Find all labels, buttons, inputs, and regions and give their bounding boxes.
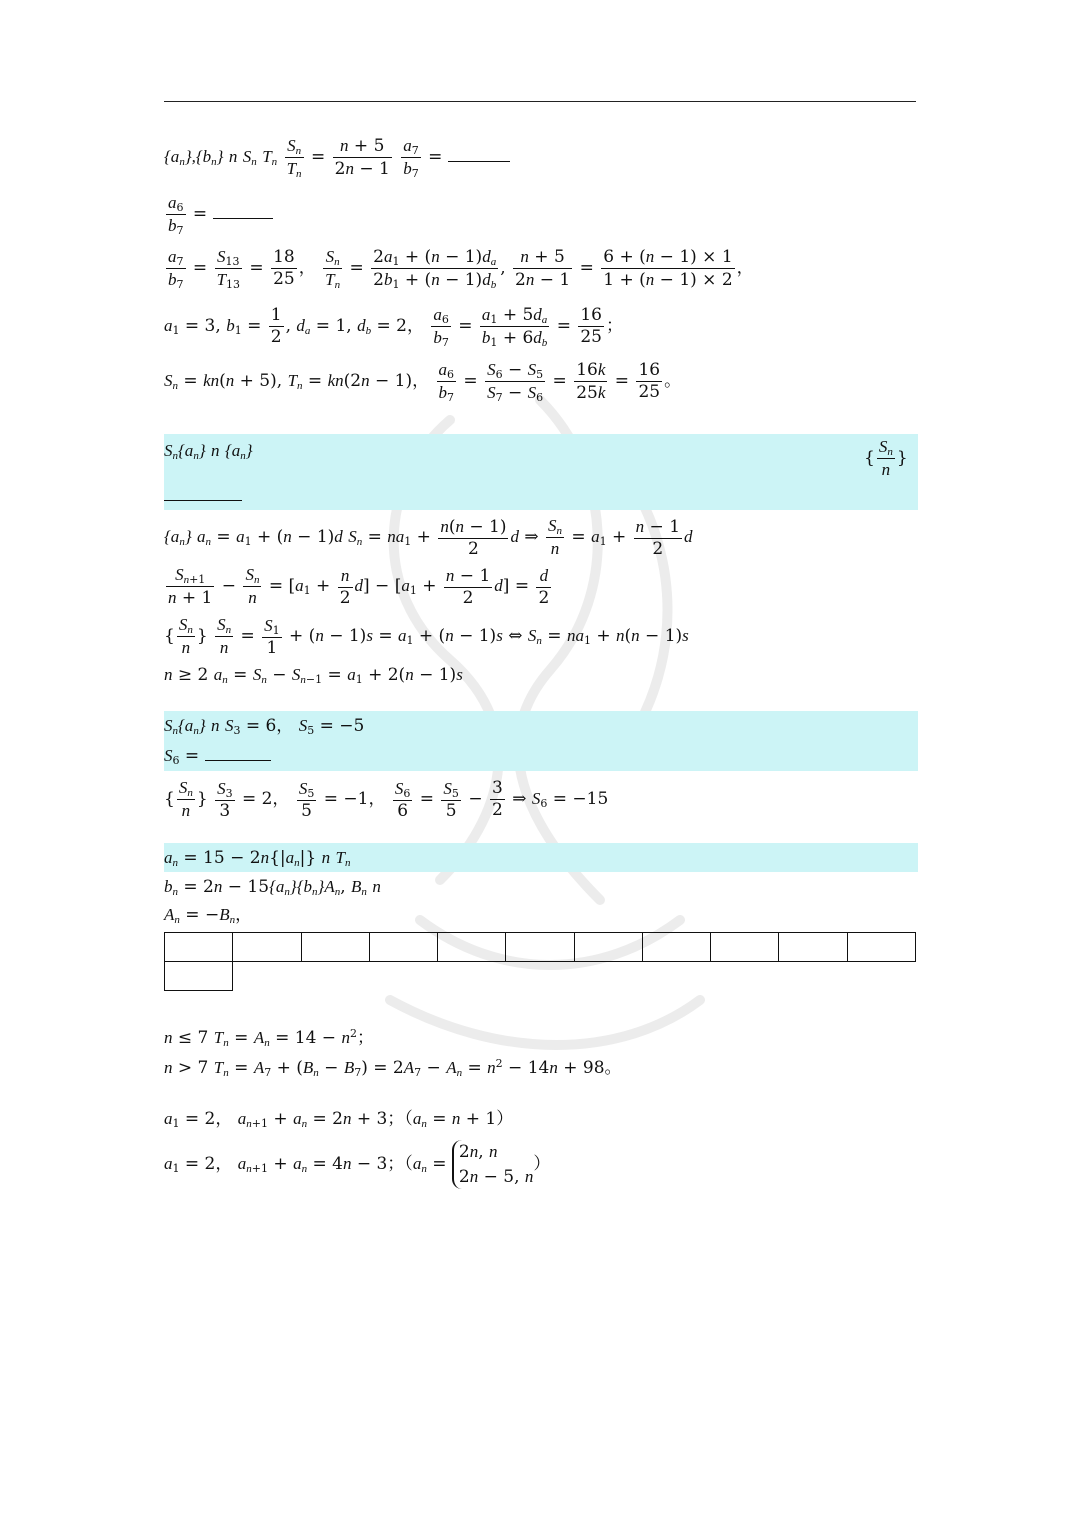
table-row bbox=[165, 933, 916, 962]
table-cell bbox=[574, 933, 642, 962]
answer-blank bbox=[164, 500, 242, 501]
q3-method2: $S_n = kn(n + 5)$, $T_n = kn(2n - 1)$， $\frac{a_6}{b_7}$ = $\frac{S_6 - S_5}{S_7 - S_6}$ = $\frac{16k}{25k}$ = $\frac{16}{25}$ 。 bbox=[164, 360, 682, 404]
table-cell bbox=[506, 933, 574, 962]
q4-solution-2: $\frac{S_{n+1}}{n + 1}$ − $\frac{S_n}{n}$ = [$a_1$ + $\frac{n}{2}$ $d] - [a_1$ + $\frac{n - 1}{2}$ d] = $\frac{d}{2}$ bbox=[168, 565, 550, 608]
q3-solution: $\frac{a_7}{b_7}$ = $\frac{S_{13}}{T_{13}}$ = $\frac{18}{25}$ ， $\frac{S_n}{T_n}$ = $\frac{2a_1 + (n - 1)d_a}{2b_1 + (n - 1)d_b}$ , $\frac{n + 5}{2n - 1}$ = $\frac{6 + (n - 1) \times 1}{1 + (n - 1) \times 2}$ ， bbox=[168, 247, 754, 291]
q3-method1: $a_1 = 3$, $b_1$ = $\frac{1}{2}$ , $d_a = 1$, $d_b = 2$， $\frac{a_6}{b_7}$ = $\frac{a_1 + 5d_a}{b_1 + 6d_b}$ = $\frac{16}{25}$ ； bbox=[164, 305, 623, 349]
table-cell bbox=[779, 933, 847, 962]
q4-sn-over-n: { $\frac{S_n}{n}$ } bbox=[864, 437, 908, 479]
table-cell bbox=[642, 933, 710, 962]
q7-line1: $a_1 = 2$， $a_{n+1} + a_n = 2n + 3$；$(a_n = n + 1)$ bbox=[164, 1109, 514, 1130]
table-cell bbox=[369, 933, 437, 962]
q4-solution-1: $\{a_n\} a_n = a_1 + (n - 1)d$ $S_n = na_1$ + $\frac{n(n - 1)}{2}$ d ⇒ $\frac{S_n}{n}$ = $a_1$ + $\frac{n - 1}{2}$ d bbox=[164, 516, 693, 559]
q6-case1: n ≤ 7 $T_n = A_n = 14 - n^2$； bbox=[164, 1027, 374, 1049]
table-cell bbox=[165, 962, 233, 991]
table-cell bbox=[165, 933, 233, 962]
table-cell bbox=[438, 933, 506, 962]
table-cell bbox=[847, 933, 915, 962]
q6-stem: $a_n = 15 - 2n\{|a_n|\}$ n $T_n$ bbox=[164, 848, 351, 869]
q4-solution-3: { $\frac{S_n}{n}$ } $\frac{S_n}{n}$ = $\frac{S_1}{1}$ + $(n - 1)s = a_1 + (n - 1)s$ ⇔ $S_n = na_1 + n(n - 1)s$ bbox=[164, 615, 689, 658]
q4-solution-4: n ≥ 2 $a_n = S_n - S_{n-1} = a_1 + 2(n - 1)s$ bbox=[164, 665, 463, 686]
table-cell bbox=[301, 933, 369, 962]
q6-case2: n > 7 $T_n = A_7 + (B_n - B_7) = 2A_7 - A_n = n^2 - 14n + 98$。 bbox=[164, 1057, 622, 1079]
q6-analysis: $b_n = 2n - 15\{a_n\}\{b_n\}A_n$, $B_n$ n bbox=[164, 877, 381, 898]
q5-solution: { $\frac{S_n}{n}$ } $\frac{S_3}{3}$ = 2， $\frac{S_5}{5}$ = −1， $\frac{S_6}{6}$ = $\frac{S_5}{5}$ − $\frac{3}{2}$ ⇒ $S_6 = -15$ bbox=[164, 778, 609, 821]
answer-blank bbox=[213, 218, 273, 219]
q5-stem-cont: $S_6$ = bbox=[164, 747, 271, 765]
q7-line2: $a_1 = 2$， $a_{n+1} + a_n = 4n - 3$；（$a_n = 2n$, n 2n − 5, n） bbox=[164, 1140, 550, 1189]
q4-highlight bbox=[164, 434, 918, 510]
answer-blank bbox=[205, 760, 271, 761]
header-rule bbox=[164, 101, 916, 102]
table-row bbox=[165, 962, 916, 991]
q4-stem: $S_n\{a_n\}$ n $\{a_n\}$ bbox=[164, 441, 253, 462]
table-cell bbox=[233, 933, 301, 962]
sequence-table bbox=[164, 932, 916, 991]
q4-stem-cont bbox=[164, 488, 242, 505]
q6-analysis-cont: $A_n = -B_n$， bbox=[164, 905, 253, 926]
answer-blank bbox=[448, 161, 510, 162]
piecewise-brace: 2n, n 2n − 5, n bbox=[452, 1140, 534, 1189]
table-cell bbox=[711, 933, 779, 962]
q3-stem-cont: $\frac{a_6}{b_7}$ = bbox=[164, 194, 273, 235]
q3-stem: $\{a_n\},\{b_n\}$ n $S_n$ $T_n$ $\frac{S_n}{T_n}$ = $\frac{n + 5}{2n - 1}$ $\frac{a_7}{b_7}$ = bbox=[164, 137, 510, 178]
q5-stem: $S_n\{a_n\}$ n $S_3 = 6$， $S_5 = -5$ bbox=[164, 716, 365, 737]
